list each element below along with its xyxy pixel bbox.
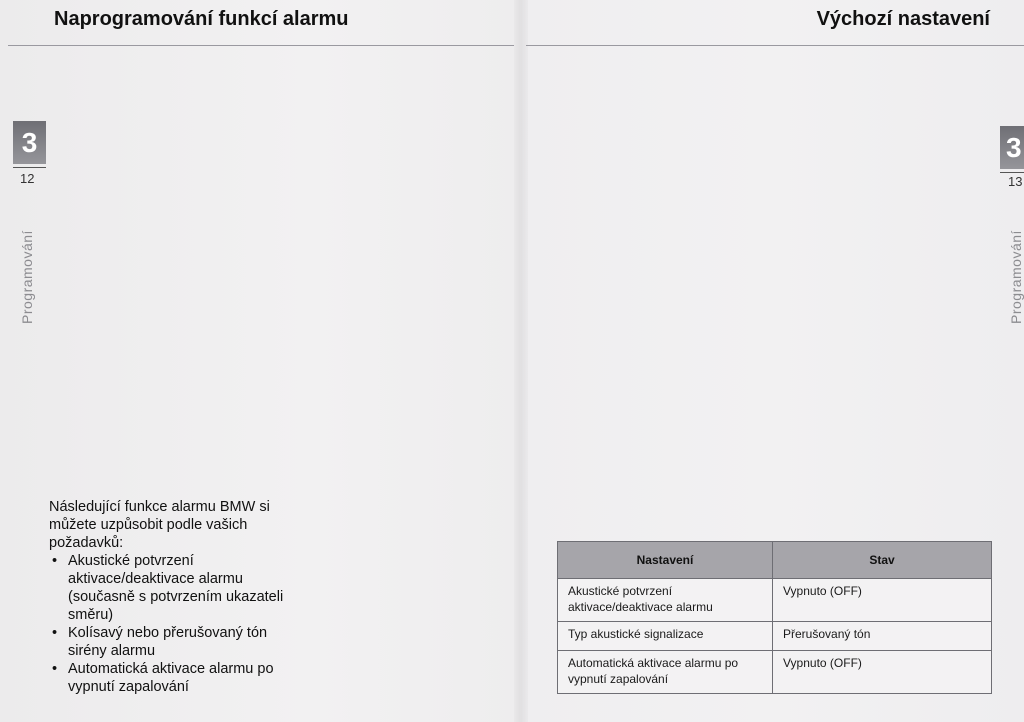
right-page-number: 13 xyxy=(1008,174,1023,189)
left-page-number: 12 xyxy=(20,171,35,186)
feature-list xyxy=(49,552,289,696)
left-chapter-tab: 3 xyxy=(13,121,46,164)
table-cell-setting: Automatická aktivace alarmu po vypnutí zapalování xyxy=(558,651,773,694)
default-settings-table xyxy=(557,541,992,694)
table-cell-state: Vypnuto (OFF) xyxy=(773,579,992,622)
table-row xyxy=(558,579,992,622)
left-header-rule xyxy=(8,45,514,46)
feature-list-item: • Kolísavý nebo přerušovaný tón sirény alarmu xyxy=(49,624,289,660)
right-chapter-tab: 3 xyxy=(1000,126,1024,169)
left-page-title: Naprogramování funkcí alarmu xyxy=(54,8,349,30)
book-gutter xyxy=(514,0,528,722)
right-page-title: Výchozí nastavení xyxy=(816,8,990,30)
table-row xyxy=(558,651,992,694)
feature-list-item: • Automatická aktivace alarmu po vypnutí zapalování xyxy=(49,660,289,696)
table-row xyxy=(558,622,992,651)
left-chapter-rule xyxy=(13,167,46,168)
right-chapter-rule xyxy=(1000,172,1024,173)
intro-paragraph: Následující funkce alarmu BMW si můžete uzpůsobit podle vašich požadavků: xyxy=(49,499,270,551)
table-cell-setting: Akustické potvrzení aktivace/deaktivace alarmu xyxy=(558,579,773,622)
feature-list-item: • Akustické potvrzení aktivace/deaktivace alarmu (současně s potvrzením ukazateli směru) xyxy=(49,552,289,624)
right-side-label: Programování xyxy=(1008,230,1024,324)
table-cell-state: Vypnuto (OFF) xyxy=(773,651,992,694)
right-header-rule xyxy=(526,45,1024,46)
column-header-setting: Nastavení xyxy=(558,542,773,579)
column-header-state: Stav xyxy=(773,542,992,579)
table-cell-state: Přerušovaný tón xyxy=(773,622,992,651)
intro-text-block xyxy=(49,498,289,696)
left-side-label: Programování xyxy=(19,230,35,324)
table-header-row xyxy=(558,542,992,579)
table-cell-setting: Typ akustické signalizace xyxy=(558,622,773,651)
